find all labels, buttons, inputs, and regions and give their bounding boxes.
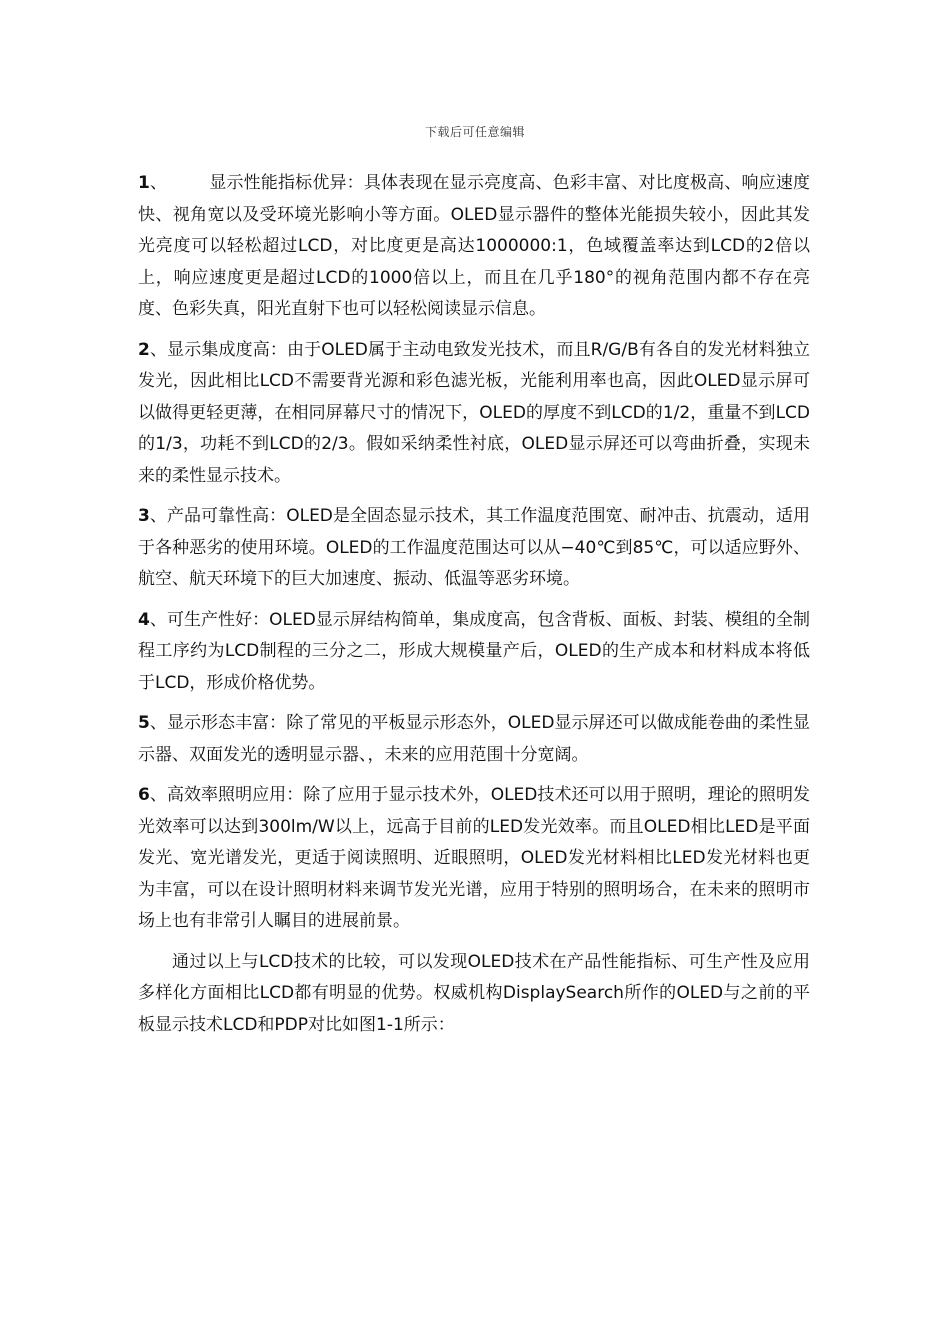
paragraph-number: 5 xyxy=(138,713,150,733)
paragraph-2 xyxy=(138,335,810,493)
paragraph-number: 3 xyxy=(138,506,150,526)
paragraph-text: 可生产性好：OLED显示屏结构简单，集成度高，包含背板、面板、封装、模组的全制程工序约为LCD制程的三分之二，形成大规模量产后，OLED的生产成本和材料成本将低于LCD，形成价格优势。 xyxy=(138,609,811,693)
conclusion-paragraph: 通过以上与LCD技术的比较，可以发现OLED技术在产品性能指标、可生产性及应用多样化方面相比LCD都有明显的优势。权威机构DisplaySearch所作的OLED与之前的平板显示技术LCD和PDP对比如图1-1所示： xyxy=(138,951,810,1035)
paragraph-number: 1 xyxy=(138,173,150,193)
number-separator: 、 xyxy=(149,785,167,805)
page-header: 下载后可任意编辑 xyxy=(424,125,525,139)
paragraph-number: 6 xyxy=(138,785,150,805)
paragraph-number: 4 xyxy=(138,609,150,630)
paragraph-3 xyxy=(138,501,810,596)
paragraph-text: 产品可靠性高：OLED是全固态显示技术，其工作温度范围宽、耐冲击、抗震动，适用于各种恶劣的使用环境。OLED的工作温度范围达可以从−40℃到85℃，可以适应野外、航空、航天环境下的巨大加速度、振动、低温等恶劣环境。 xyxy=(138,506,811,589)
paragraph-text: 显示形态丰富：除了常见的平板显示形态外，OLED显示屏还可以做成能卷曲的柔性显示器、双面发光的透明显示器、，未来的应用范围十分宽阔。 xyxy=(138,713,811,765)
number-separator: 、 xyxy=(149,173,168,193)
paragraph-text: 高效率照明应用：除了应用于显示技术外，OLED技术还可以用于照明，理论的照明发光效率可以达到300lm/W以上，远高于目前的LED发光效率。而且OLED相比LED是平面发光、宽光谱发光，更适于阅读照明、近眼照明，OLED发光材料相比LED发光材料也更为丰富，可以在设计照明材料来调节发光光谱，应用于特别的照明场合，在未来的照明市场上也有非常引人瞩目的进展前景。 xyxy=(138,785,811,931)
number-separator: 、 xyxy=(149,713,167,733)
document-body xyxy=(138,168,810,1050)
number-separator: 、 xyxy=(149,506,167,526)
number-separator: 、 xyxy=(149,339,168,360)
paragraph-6 xyxy=(138,780,810,938)
paragraph-1 xyxy=(138,168,810,326)
paragraph-text: 显示性能指标优异：具体表现在显示亮度高、色彩丰富、对比度极高、响应速度快、视角宽以及受环境光影响小等方面。OLED显示器件的整体光能损失较小，因此其发光亮度可以轻松超过LCD，对比度更是高达1000000:1，色域覆盖率达到LCD的2倍以上，响应速度更是超过LCD的1000倍以上，而且在几乎180°的视角范围内都不存在亮度、色彩失真，阳光直射下也可以轻松阅读显示信息。 xyxy=(138,173,811,319)
paragraph-5 xyxy=(138,708,810,771)
paragraph-number: 2 xyxy=(138,339,150,360)
paragraph-text: 显示集成度高：由于OLED属于主动电致发光技术，而且R/G/B有各自的发光材料独立发光，因此相比LCD不需要背光源和彩色滤光板，光能利用率也高，因此OLED显示屏可以做得更轻更薄，在相同屏幕尺寸的情况下，OLED的厚度不到LCD的1/2，重量不到LCD的1/3，功耗不到LCD的2/3。假如采纳柔性衬底，OLED显示屏还可以弯曲折叠，实现未来的柔性显示技术。 xyxy=(138,339,810,486)
paragraph-4 xyxy=(138,605,810,700)
number-separator: 、 xyxy=(149,609,167,630)
